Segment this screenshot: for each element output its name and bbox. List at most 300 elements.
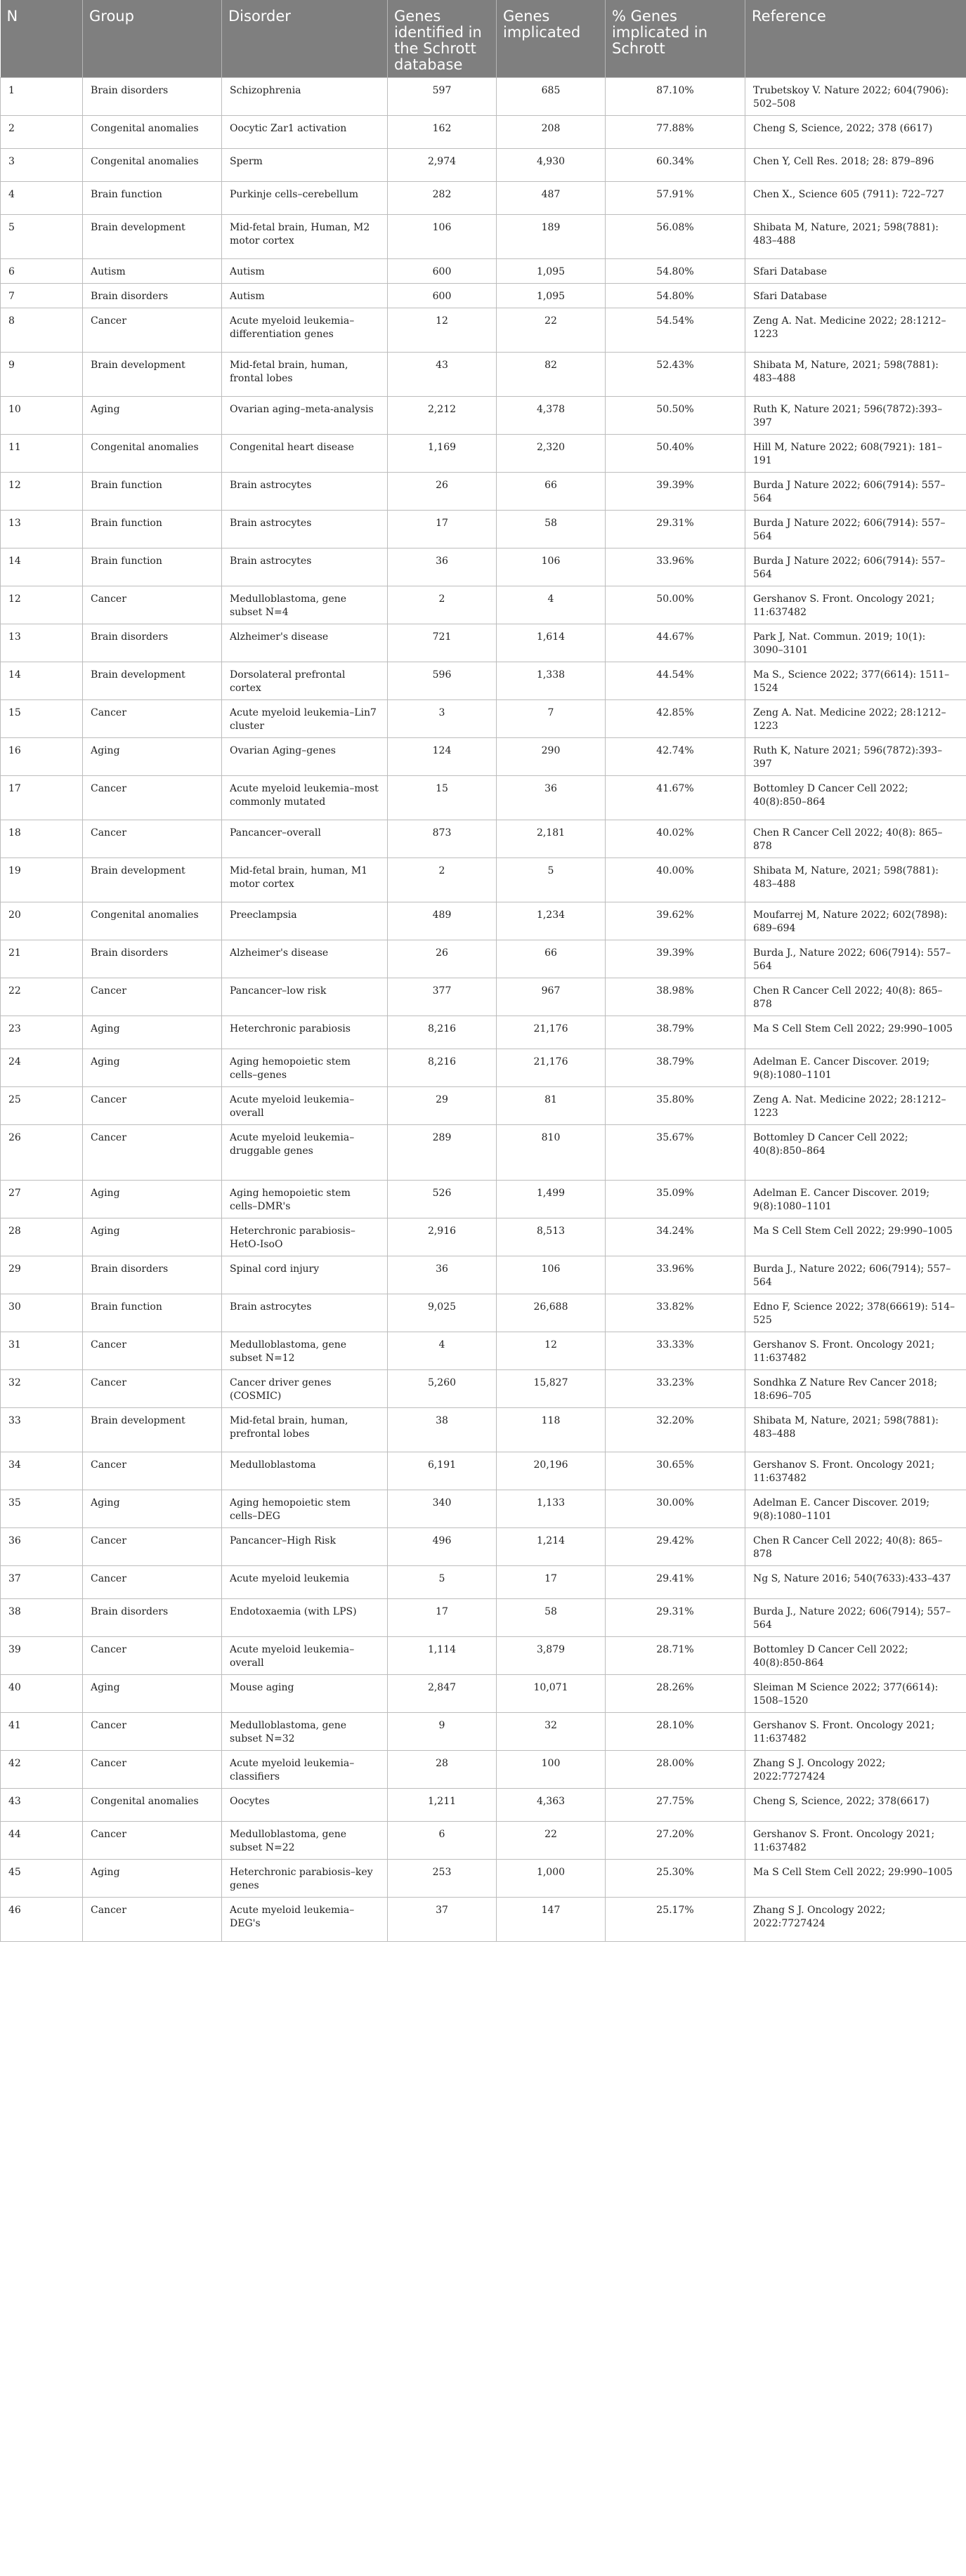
cell-group: Brain function [83,473,222,511]
cell-genes-identified: 2,847 [388,1675,497,1713]
cell-percent: 27.75% [606,1789,745,1822]
cell-group: Cancer [83,1751,222,1789]
cell-genes-identified: 289 [388,1125,497,1181]
cell-reference: Gershanov S. Front. Oncology 2021; 11:637482 [745,586,966,624]
cell-reference: Chen R Cancer Cell 2022; 40(8): 865–878 [745,820,966,858]
cell-group: Cancer [83,1125,222,1181]
table-row [1,473,966,511]
cell-genes-identified: 17 [388,511,497,548]
cell-genes-implicated: 82 [497,353,606,397]
cell-genes-identified: 12 [388,308,497,353]
cell-percent: 38.98% [606,978,745,1016]
cell-n: 28 [1,1218,83,1256]
cell-group: Cancer [83,1452,222,1490]
cell-group: Brain development [83,353,222,397]
cell-percent: 29.41% [606,1566,745,1599]
cell-disorder: Preeclampsia [222,902,388,940]
cell-percent: 33.96% [606,1256,745,1294]
cell-genes-identified: 2,916 [388,1218,497,1256]
cell-disorder: Brain astrocytes [222,473,388,511]
table-row [1,435,966,473]
cell-genes-implicated: 1,214 [497,1528,606,1566]
cell-group: Brain development [83,858,222,902]
cell-group: Aging [83,397,222,435]
table-row [1,1218,966,1256]
cell-genes-implicated: 208 [497,116,606,149]
cell-reference: Adelman E. Cancer Discover. 2019; 9(8):1080–1101 [745,1049,966,1087]
cell-n: 9 [1,353,83,397]
cell-reference: Ma S Cell Stem Cell 2022; 29:990–1005 [745,1016,966,1049]
cell-percent: 50.40% [606,435,745,473]
cell-disorder: Aging hemopoietic stem cells–DEG [222,1490,388,1528]
table-row [1,978,966,1016]
cell-genes-implicated: 1,614 [497,624,606,662]
cell-n: 31 [1,1332,83,1370]
cell-n: 14 [1,662,83,700]
cell-group: Cancer [83,700,222,738]
cell-genes-identified: 36 [388,548,497,586]
cell-genes-identified: 596 [388,662,497,700]
table-row [1,1332,966,1370]
cell-genes-identified: 38 [388,1408,497,1452]
cell-genes-implicated: 22 [497,1822,606,1860]
cell-disorder: Heterchronic parabiosis–key genes [222,1860,388,1898]
cell-genes-identified: 9 [388,1713,497,1751]
cell-n: 5 [1,215,83,259]
cell-group: Cancer [83,1637,222,1675]
cell-disorder: Congenital heart disease [222,435,388,473]
cell-group: Aging [83,1049,222,1087]
cell-n: 35 [1,1490,83,1528]
cell-percent: 30.65% [606,1452,745,1490]
cell-genes-identified: 489 [388,902,497,940]
cell-genes-implicated: 10,071 [497,1675,606,1713]
cell-genes-identified: 600 [388,259,497,284]
cell-n: 12 [1,473,83,511]
cell-genes-identified: 377 [388,978,497,1016]
cell-genes-implicated: 1,338 [497,662,606,700]
cell-genes-implicated: 26,688 [497,1294,606,1332]
cell-disorder: Acute myeloid leukemia–druggable genes [222,1125,388,1181]
cell-disorder: Aging hemopoietic stem cells–genes [222,1049,388,1087]
cell-genes-implicated: 967 [497,978,606,1016]
cell-disorder: Brain astrocytes [222,548,388,586]
cell-reference: Ma S Cell Stem Cell 2022; 29:990–1005 [745,1218,966,1256]
cell-n: 37 [1,1566,83,1599]
cell-reference: Moufarrej M, Nature 2022; 602(7898): 689–694 [745,902,966,940]
cell-disorder: Acute myeloid leukemia–differentiation genes [222,308,388,353]
cell-disorder: Medulloblastoma, gene subset N=22 [222,1822,388,1860]
cell-reference: Cheng S, Science, 2022; 378(6617) [745,1789,966,1822]
cell-percent: 35.09% [606,1181,745,1218]
cell-group: Brain function [83,511,222,548]
header-percent-implicated: % Genes implicated in Schrott [606,0,745,78]
cell-reference: Shibata M, Nature, 2021; 598(7881): 483–488 [745,858,966,902]
table-row [1,1675,966,1713]
cell-genes-implicated: 5 [497,858,606,902]
cell-n: 29 [1,1256,83,1294]
cell-reference: Shibata M, Nature, 2021; 598(7881): 483–488 [745,353,966,397]
cell-genes-implicated: 21,176 [497,1016,606,1049]
cell-genes-identified: 4 [388,1332,497,1370]
table-row [1,1408,966,1452]
cell-reference: Bottomley D Cancer Cell 2022; 40(8):850–864 [745,776,966,820]
cell-n: 22 [1,978,83,1016]
table-row [1,1016,966,1049]
table-row [1,662,966,700]
cell-reference: Chen R Cancer Cell 2022; 40(8): 865–878 [745,1528,966,1566]
cell-reference: Chen R Cancer Cell 2022; 40(8): 865–878 [745,978,966,1016]
cell-reference: Zeng A. Nat. Medicine 2022; 28:1212–1223 [745,1087,966,1125]
cell-percent: 41.67% [606,776,745,820]
cell-n: 24 [1,1049,83,1087]
table-row [1,902,966,940]
cell-reference: Hill M, Nature 2022; 608(7921): 181–191 [745,435,966,473]
cell-disorder: Dorsolateral prefrontal cortex [222,662,388,700]
table-row [1,182,966,215]
table-row [1,1860,966,1898]
cell-genes-implicated: 1,499 [497,1181,606,1218]
cell-group: Congenital anomalies [83,435,222,473]
cell-reference: Ruth K, Nature 2021; 596(7872):393–397 [745,738,966,776]
cell-group: Brain function [83,548,222,586]
cell-group: Cancer [83,308,222,353]
cell-percent: 28.10% [606,1713,745,1751]
cell-genes-implicated: 66 [497,473,606,511]
cell-percent: 44.54% [606,662,745,700]
cell-genes-implicated: 4,378 [497,397,606,435]
cell-genes-identified: 37 [388,1898,497,1942]
cell-reference: Burda J Nature 2022; 606(7914): 557–564 [745,473,966,511]
cell-n: 26 [1,1125,83,1181]
cell-reference: Adelman E. Cancer Discover. 2019; 9(8):1080–1101 [745,1181,966,1218]
cell-disorder: Oocytes [222,1789,388,1822]
cell-genes-identified: 17 [388,1599,497,1637]
cell-genes-identified: 2 [388,858,497,902]
cell-genes-identified: 9,025 [388,1294,497,1332]
cell-reference: Gershanov S. Front. Oncology 2021; 11:637482 [745,1822,966,1860]
table-row [1,624,966,662]
cell-n: 4 [1,182,83,215]
cell-group: Brain function [83,1294,222,1332]
cell-reference: Burda J., Nature 2022; 606(7914); 557–564 [745,1256,966,1294]
cell-percent: 30.00% [606,1490,745,1528]
cell-genes-implicated: 17 [497,1566,606,1599]
cell-n: 7 [1,284,83,308]
cell-n: 23 [1,1016,83,1049]
cell-genes-implicated: 2,181 [497,820,606,858]
cell-group: Brain disorders [83,1256,222,1294]
cell-group: Aging [83,738,222,776]
cell-group: Cancer [83,776,222,820]
table-row [1,940,966,978]
table-row [1,1637,966,1675]
cell-genes-implicated: 2,320 [497,435,606,473]
table-row [1,1751,966,1789]
cell-n: 12 [1,586,83,624]
cell-disorder: Medulloblastoma [222,1452,388,1490]
cell-percent: 29.42% [606,1528,745,1566]
cell-percent: 87.10% [606,78,745,116]
cell-n: 42 [1,1751,83,1789]
header-reference: Reference [752,8,826,25]
cell-percent: 27.20% [606,1822,745,1860]
table-row [1,116,966,149]
cell-disorder: Purkinje cells–cerebellum [222,182,388,215]
cell-percent: 57.91% [606,182,745,215]
cell-group: Aging [83,1490,222,1528]
cell-reference: Sondhka Z Nature Rev Cancer 2018; 18:696–705 [745,1370,966,1408]
cell-percent: 33.23% [606,1370,745,1408]
cell-genes-identified: 8,216 [388,1016,497,1049]
table-row [1,1370,966,1408]
table-row [1,511,966,548]
table-row [1,1599,966,1637]
cell-disorder: Mid-fetal brain, human, M1 motor cortex [222,858,388,902]
cell-n: 19 [1,858,83,902]
cell-group: Congenital anomalies [83,116,222,149]
cell-n: 21 [1,940,83,978]
cell-n: 32 [1,1370,83,1408]
cell-n: 16 [1,738,83,776]
cell-n: 17 [1,776,83,820]
cell-percent: 28.00% [606,1751,745,1789]
cell-n: 41 [1,1713,83,1751]
cell-genes-implicated: 8,513 [497,1218,606,1256]
cell-disorder: Acute myeloid leukemia–overall [222,1637,388,1675]
cell-genes-identified: 526 [388,1181,497,1218]
table-row [1,1256,966,1294]
table-row [1,215,966,259]
cell-reference: Gershanov S. Front. Oncology 2021; 11:637482 [745,1713,966,1751]
cell-n: 15 [1,700,83,738]
cell-percent: 52.43% [606,353,745,397]
cell-genes-implicated: 4 [497,586,606,624]
cell-genes-implicated: 118 [497,1408,606,1452]
table-row [1,1566,966,1599]
cell-disorder: Alzheimer's disease [222,940,388,978]
cell-genes-identified: 340 [388,1490,497,1528]
cell-reference: Sleiman M Science 2022; 377(6614): 1508–1520 [745,1675,966,1713]
cell-genes-implicated: 1,095 [497,259,606,284]
table-header [1,0,966,78]
cell-reference: Sfari Database [745,284,966,308]
cell-genes-identified: 282 [388,182,497,215]
cell-genes-identified: 5,260 [388,1370,497,1408]
cell-genes-implicated: 36 [497,776,606,820]
cell-genes-identified: 6 [388,1822,497,1860]
cell-group: Cancer [83,1713,222,1751]
cell-n: 46 [1,1898,83,1942]
cell-group: Aging [83,1181,222,1218]
cell-group: Brain development [83,1408,222,1452]
cell-percent: 42.85% [606,700,745,738]
cell-percent: 56.08% [606,215,745,259]
cell-reference: Zhang S J. Oncology 2022; 2022:7727424 [745,1898,966,1942]
cell-disorder: Mouse aging [222,1675,388,1713]
cell-disorder: Aging hemopoietic stem cells–DMR's [222,1181,388,1218]
cell-reference: Bottomley D Cancer Cell 2022; 40(8):850–864 [745,1125,966,1181]
cell-disorder: Pancancer–overall [222,820,388,858]
cell-n: 45 [1,1860,83,1898]
cell-n: 6 [1,259,83,284]
cell-percent: 54.54% [606,308,745,353]
cell-reference: Gershanov S. Front. Oncology 2021; 11:637482 [745,1452,966,1490]
cell-reference: Bottomley D Cancer Cell 2022; 40(8):850-864 [745,1637,966,1675]
cell-genes-implicated: 58 [497,511,606,548]
cell-percent: 33.96% [606,548,745,586]
cell-genes-implicated: 1,133 [497,1490,606,1528]
cell-group: Congenital anomalies [83,1789,222,1822]
cell-genes-identified: 1,211 [388,1789,497,1822]
cell-reference: Burda J., Nature 2022; 606(7914): 557–564 [745,940,966,978]
cell-genes-identified: 721 [388,624,497,662]
cell-genes-implicated: 106 [497,1256,606,1294]
cell-percent: 60.34% [606,149,745,182]
table-row [1,1452,966,1490]
cell-genes-implicated: 66 [497,940,606,978]
cell-genes-implicated: 487 [497,182,606,215]
cell-group: Cancer [83,1370,222,1408]
cell-group: Cancer [83,586,222,624]
cell-genes-identified: 2,974 [388,149,497,182]
cell-genes-identified: 496 [388,1528,497,1566]
cell-genes-implicated: 685 [497,78,606,116]
cell-group: Congenital anomalies [83,902,222,940]
cell-disorder: Acute myeloid leukemia [222,1566,388,1599]
table-body [1,78,966,1942]
cell-genes-identified: 1,114 [388,1637,497,1675]
cell-reference: Burda J Nature 2022; 606(7914): 557–564 [745,548,966,586]
cell-group: Aging [83,1218,222,1256]
cell-reference: Cheng S, Science, 2022; 378 (6617) [745,116,966,149]
table-row [1,259,966,284]
cell-n: 40 [1,1675,83,1713]
table-row [1,1087,966,1125]
cell-percent: 40.02% [606,820,745,858]
cell-group: Cancer [83,820,222,858]
cell-disorder: Acute myeloid leukemia–overall [222,1087,388,1125]
cell-percent: 50.00% [606,586,745,624]
table-row [1,1822,966,1860]
cell-reference: Gershanov S. Front. Oncology 2021; 11:637482 [745,1332,966,1370]
cell-group: Cancer [83,1528,222,1566]
cell-group: Brain disorders [83,940,222,978]
cell-genes-implicated: 290 [497,738,606,776]
cell-genes-identified: 2,212 [388,397,497,435]
cell-genes-identified: 26 [388,940,497,978]
cell-genes-implicated: 810 [497,1125,606,1181]
cell-n: 33 [1,1408,83,1452]
cell-reference: Ma S., Science 2022; 377(6614): 1511–1524 [745,662,966,700]
cell-group: Brain function [83,182,222,215]
cell-disorder: Mid-fetal brain, human, frontal lobes [222,353,388,397]
cell-group: Brain disorders [83,284,222,308]
cell-n: 2 [1,116,83,149]
cell-disorder: Medulloblastoma, gene subset N=32 [222,1713,388,1751]
cell-disorder: Ovarian Aging–genes [222,738,388,776]
table-row [1,353,966,397]
cell-percent: 35.67% [606,1125,745,1181]
cell-disorder: Oocytic Zar1 activation [222,116,388,149]
header-genes-identified: Genes identified in the Schrott database [388,0,497,78]
cell-genes-implicated: 189 [497,215,606,259]
cell-n: 10 [1,397,83,435]
cell-percent: 34.24% [606,1218,745,1256]
cell-genes-identified: 28 [388,1751,497,1789]
cell-percent: 54.80% [606,259,745,284]
table-row [1,820,966,858]
cell-percent: 38.79% [606,1016,745,1049]
table-row [1,858,966,902]
cell-genes-implicated: 1,095 [497,284,606,308]
cell-group: Brain development [83,662,222,700]
table-row [1,1789,966,1822]
cell-genes-identified: 873 [388,820,497,858]
cell-genes-implicated: 4,363 [497,1789,606,1822]
cell-percent: 35.80% [606,1087,745,1125]
table-row [1,1528,966,1566]
cell-group: Aging [83,1675,222,1713]
cell-reference: Zeng A. Nat. Medicine 2022; 28:1212–1223 [745,700,966,738]
cell-genes-identified: 8,216 [388,1049,497,1087]
cell-genes-identified: 124 [388,738,497,776]
cell-genes-identified: 43 [388,353,497,397]
cell-genes-implicated: 147 [497,1898,606,1942]
header-genes-implicated: Genes implicated [497,0,606,78]
cell-percent: 44.67% [606,624,745,662]
cell-genes-identified: 2 [388,586,497,624]
cell-genes-implicated: 81 [497,1087,606,1125]
cell-group: Brain disorders [83,624,222,662]
cell-group: Cancer [83,978,222,1016]
cell-genes-implicated: 32 [497,1713,606,1751]
cell-disorder: Acute myeloid leukemia–most commonly mutated [222,776,388,820]
cell-genes-identified: 597 [388,78,497,116]
cell-n: 27 [1,1181,83,1218]
cell-n: 43 [1,1789,83,1822]
cell-reference: Shibata M, Nature, 2021; 598(7881): 483–488 [745,1408,966,1452]
cell-group: Autism [83,259,222,284]
table-row [1,548,966,586]
cell-group: Aging [83,1860,222,1898]
cell-reference: Trubetskoy V. Nature 2022; 604(7906): 502–508 [745,78,966,116]
cell-n: 25 [1,1087,83,1125]
cell-reference: Zhang S J. Oncology 2022; 2022:7727424 [745,1751,966,1789]
cell-reference: Ng S, Nature 2016; 540(7633):433–437 [745,1566,966,1599]
cell-reference: Edno F, Science 2022; 378(66619): 514–525 [745,1294,966,1332]
cell-percent: 50.50% [606,397,745,435]
table-row [1,1125,966,1181]
cell-disorder: Mid-fetal brain, human, prefrontal lobes [222,1408,388,1452]
cell-n: 18 [1,820,83,858]
cell-percent: 39.62% [606,902,745,940]
cell-disorder: Pancancer–low risk [222,978,388,1016]
cell-n: 8 [1,308,83,353]
table-row [1,78,966,116]
cell-genes-implicated: 58 [497,1599,606,1637]
cell-genes-implicated: 1,000 [497,1860,606,1898]
table-row [1,308,966,353]
cell-disorder: Medulloblastoma, gene subset N=4 [222,586,388,624]
cell-genes-implicated: 1,234 [497,902,606,940]
cell-percent: 39.39% [606,940,745,978]
table-row [1,586,966,624]
cell-genes-identified: 5 [388,1566,497,1599]
cell-n: 34 [1,1452,83,1490]
cell-disorder: Endotoxaemia (with LPS) [222,1599,388,1637]
cell-group: Congenital anomalies [83,149,222,182]
